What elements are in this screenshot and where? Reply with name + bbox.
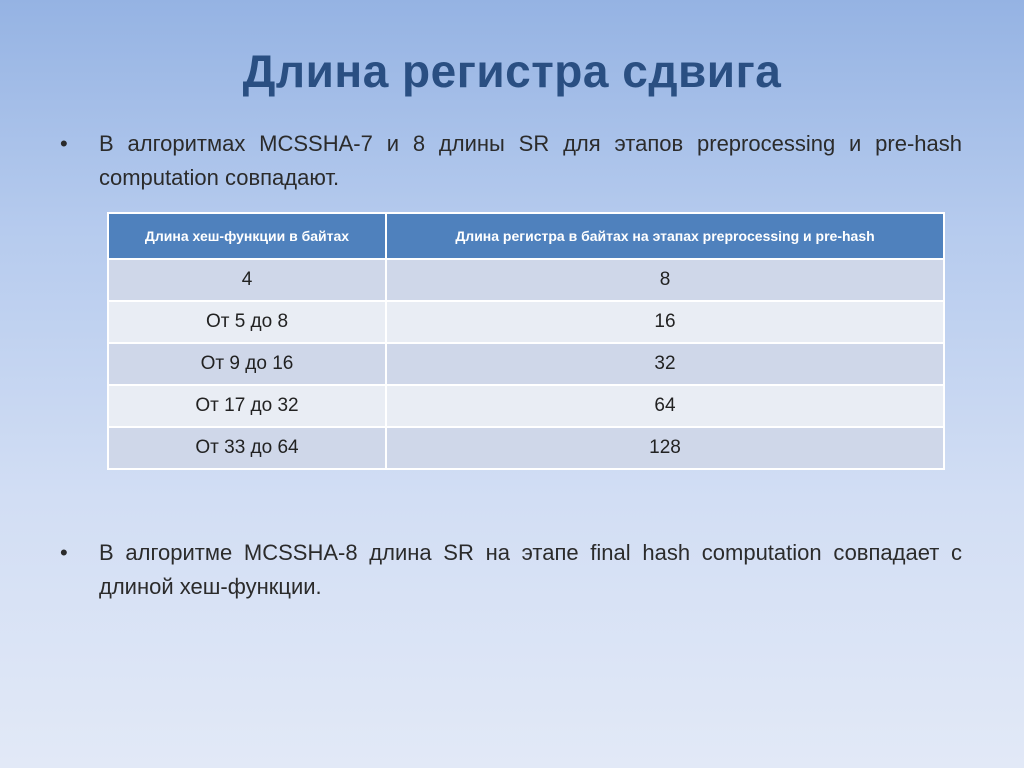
table-cell: 8 (386, 259, 944, 301)
data-table-container (107, 212, 943, 470)
table-row (108, 343, 944, 385)
bullet-text: В алгоритмах MCSSHA-7 и 8 длины SR для этапов preprocessing и pre-hash computation совпадают. (99, 131, 962, 190)
table-cell: 16 (386, 301, 944, 343)
bullet-icon: • (60, 131, 68, 156)
data-table (107, 212, 945, 470)
column-header-hash-length: Длина хеш-функции в байтах (108, 213, 386, 259)
bullet-text: В алгоритме MCSSHA-8 длина SR на этапе final hash computation совпадает с длиной хеш-функции. (99, 540, 962, 599)
table-cell: 4 (108, 259, 386, 301)
column-header-register-length: Длина регистра в байтах на этапах preprocessing и pre-hash (386, 213, 944, 259)
table-header-row (108, 213, 944, 259)
table-row (108, 301, 944, 343)
table-cell: От 33 до 64 (108, 427, 386, 469)
table-row (108, 427, 944, 469)
bullet-item (60, 127, 962, 195)
table-cell: 64 (386, 385, 944, 427)
bullet-item (60, 536, 962, 604)
table-cell: От 17 до 32 (108, 385, 386, 427)
table-cell: 32 (386, 343, 944, 385)
table-cell: От 5 до 8 (108, 301, 386, 343)
slide-title: Длина регистра сдвига (242, 45, 782, 97)
table-row (108, 259, 944, 301)
table-row (108, 385, 944, 427)
table-cell: От 9 до 16 (108, 343, 386, 385)
bullet-icon: • (60, 540, 68, 565)
table-cell: 128 (386, 427, 944, 469)
